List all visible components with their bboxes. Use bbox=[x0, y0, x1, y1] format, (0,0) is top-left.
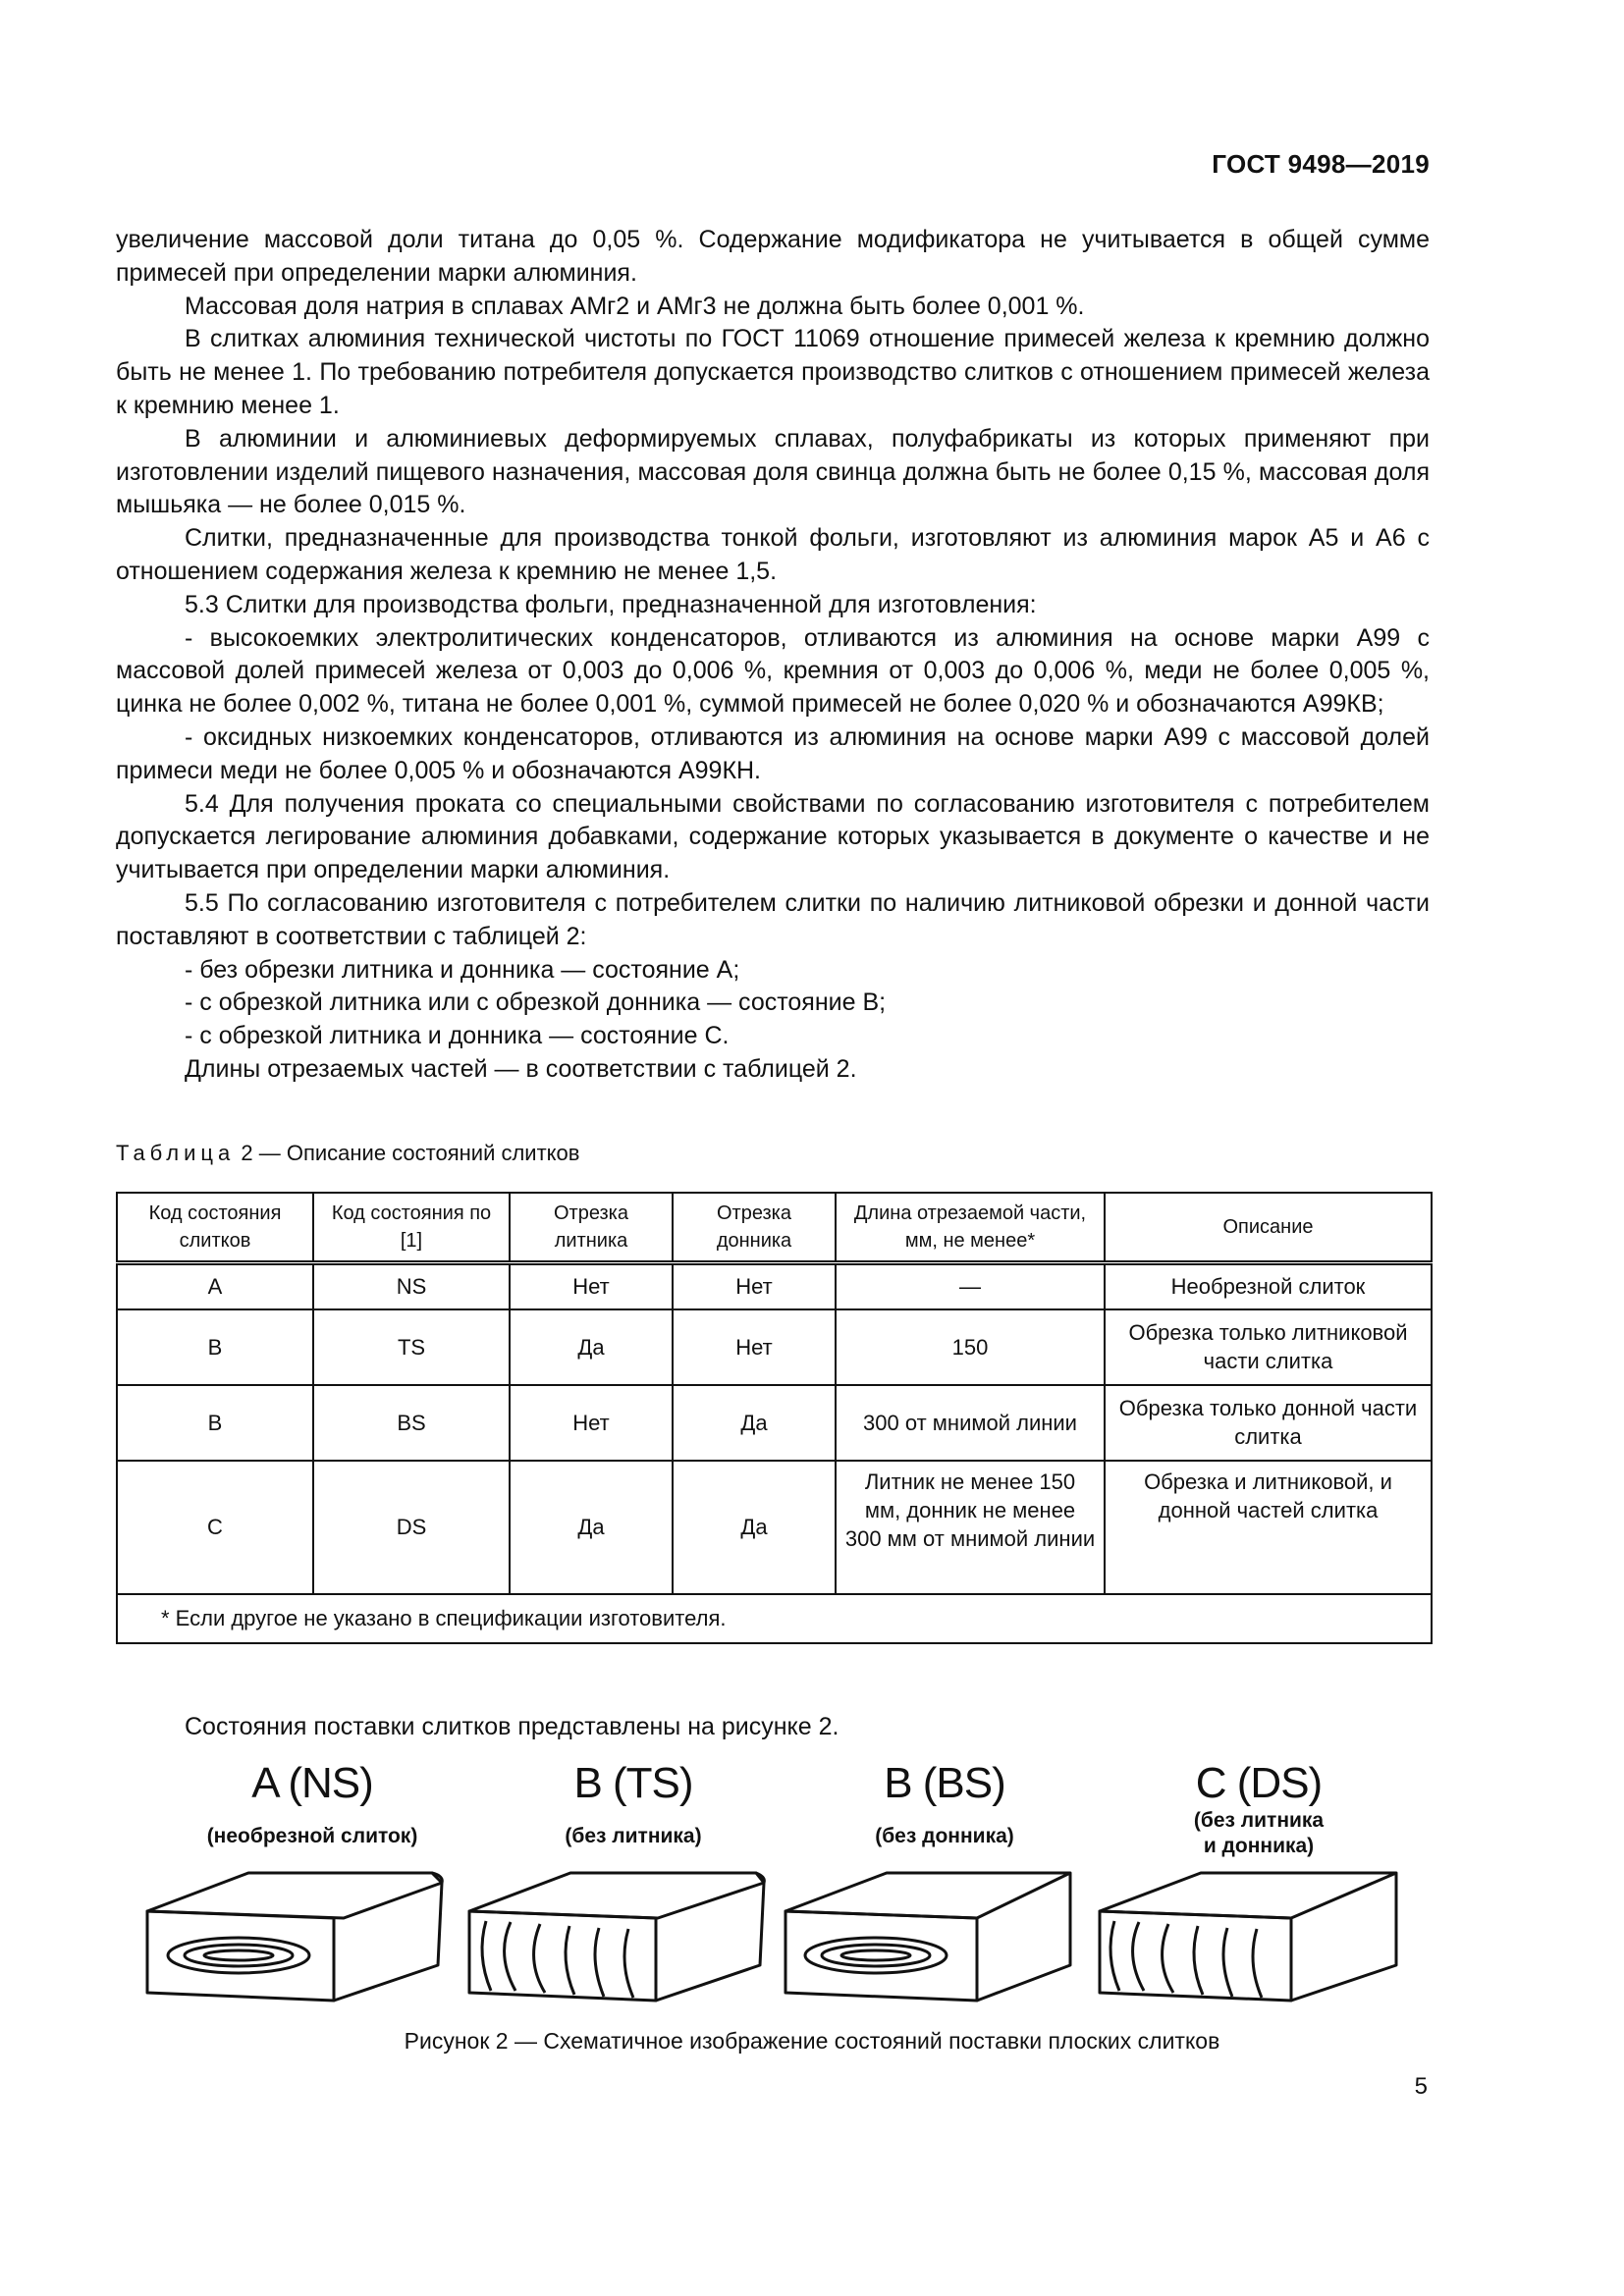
body-paragraph: Длины отрезаемых частей — в соответствии с таблицей 2. bbox=[185, 1054, 857, 1083]
ingot-b-bs-drawing bbox=[785, 1873, 1070, 2001]
body-paragraph: Слитки, предназначенные для производства тонкой фольги, изготовляют из алюминия марок А5 и А6 с отношением содержания железа к кремнию не менее 1,5. bbox=[116, 524, 1430, 585]
table-cell: NS bbox=[313, 1263, 510, 1309]
table-caption-word: Таблица bbox=[116, 1141, 236, 1165]
document-header: ГОСТ 9498—2019 bbox=[1212, 149, 1430, 179]
table-row bbox=[117, 1263, 1432, 1309]
table-cell: 300 от мнимой линии bbox=[836, 1385, 1105, 1461]
table-cell: В bbox=[117, 1385, 313, 1461]
ingot-c-drawing bbox=[1100, 1873, 1396, 2001]
body-paragraph: 5.5 По согласованию изготовителя с потребителем слитки по наличию литниковой обрезки и донной части поставляют в соответствии с таблицей 2: bbox=[116, 888, 1430, 950]
table-cell: 150 bbox=[836, 1309, 1105, 1385]
figure-subtitle: (без литника и донника) bbox=[1193, 1809, 1325, 1857]
table-cell: DS bbox=[313, 1461, 510, 1594]
table-ingot-states bbox=[116, 1192, 1433, 1644]
body-paragraph: увеличение массовой доли титана до 0,05 %. Содержание модификатора не учитывается в общей сумме примесей при определении марки алюминия. bbox=[116, 226, 1430, 287]
figure-code: B (BS) bbox=[884, 1759, 1005, 1807]
table-row bbox=[117, 1309, 1432, 1385]
table-footnote: * Если другое не указано в спецификации изготовителя. bbox=[117, 1594, 1432, 1643]
table-header-row bbox=[117, 1193, 1432, 1263]
figure-code: C (DS) bbox=[1195, 1759, 1323, 1807]
table-cell: В bbox=[117, 1309, 313, 1385]
header-cell: Описание bbox=[1105, 1193, 1432, 1263]
body-text bbox=[116, 224, 1430, 1087]
table-caption bbox=[116, 1141, 579, 1166]
table-cell: А bbox=[117, 1263, 313, 1309]
table-cell: Обрезка только литниковой части слитка bbox=[1105, 1309, 1432, 1385]
table-caption-title: 2 — Описание состояний слитков bbox=[235, 1141, 580, 1165]
figure-code: A (NS) bbox=[251, 1759, 373, 1807]
table-cell: Обрезка и литниковой, и донной частей слитка bbox=[1105, 1461, 1432, 1594]
body-paragraph: - высокоемких электролитических конденсаторов, отливаются из алюминия на основе марки А99 с массовой долей примесей железа от 0,003 до 0,006 %, кремния от 0,003 до 0,006 %, меди не более 0,005 %, цинка не более 0,002 %, титана не более 0,001 %, суммой примесей не более 0,020 % и обозначаются А99КВ; bbox=[116, 623, 1430, 719]
table-cell: Нет bbox=[673, 1263, 836, 1309]
table-cell: BS bbox=[313, 1385, 510, 1461]
table-cell: Да bbox=[673, 1385, 836, 1461]
header-cell: Код состояния по [1] bbox=[313, 1193, 510, 1263]
body-paragraph: Массовая доля натрия в сплавах АМг2 и АМг3 не должна быть более 0,001 %. bbox=[185, 292, 1085, 320]
figure-ingot-states bbox=[137, 1759, 1414, 2004]
header-cell: Длина отрезаемой части, мм, не менее* bbox=[836, 1193, 1105, 1263]
table-cell: Да bbox=[673, 1461, 836, 1594]
header-cell: Код состояния слитков bbox=[117, 1193, 313, 1263]
table-cell: — bbox=[836, 1263, 1105, 1309]
table-row bbox=[117, 1385, 1432, 1461]
table-footnote-row bbox=[117, 1594, 1432, 1643]
table-cell: Необрезной слиток bbox=[1105, 1263, 1432, 1309]
figure-caption: Рисунок 2 — Схематичное изображение состояний поставки плоских слитков bbox=[404, 2028, 1220, 2054]
table-cell: Да bbox=[510, 1309, 673, 1385]
page-number: 5 bbox=[1414, 2073, 1428, 2100]
table-row bbox=[117, 1461, 1432, 1594]
body-paragraph: - оксидных низкоемких конденсаторов, отливаются из алюминия на основе марки А99 с массовой долей примеси меди не более 0,005 % и обозначаются А99КН. bbox=[116, 722, 1430, 784]
figure-drawing bbox=[137, 1759, 1414, 2004]
figure-subtitle: (необрезной слиток) bbox=[206, 1825, 418, 1847]
header-cell: Отрезка донника bbox=[673, 1193, 836, 1263]
body-paragraph: В слитках алюминия технической чистоты по ГОСТ 11069 отношение примесей железа к кремнию должно быть не менее 1. По требованию потребителя допускается производство слитков с отношением примесей железа к кремнию менее 1. bbox=[116, 325, 1430, 419]
body-paragraph: 5.4 Для получения проката со специальными свойствами по согласованию изготовителя с потребителем допускается легирование алюминия добавками, содержание которых указывается в документе о качестве и не учитывается при определении марки алюминия. bbox=[116, 789, 1430, 884]
header-cell: Отрезка литника bbox=[510, 1193, 673, 1263]
body-paragraph: - с обрезкой литника или с обрезкой донника — состояние В; bbox=[185, 988, 887, 1017]
table-cell: TS bbox=[313, 1309, 510, 1385]
body-paragraph: - без обрезки литника и донника — состояние А; bbox=[185, 955, 740, 984]
table-cell: Литник не менее 150 мм, донник не менее 300 мм от мнимой линии bbox=[836, 1461, 1105, 1594]
table-cell: Нет bbox=[510, 1263, 673, 1309]
figure-intro: Состояния поставки слитков представлены на рисунке 2. bbox=[185, 1713, 839, 1740]
body-paragraph: В алюминии и алюминиевых деформируемых сплавах, полуфабрикаты из которых применяют при изготовлении изделий пищевого назначения, массовая доля свинца должна быть не более 0,15 %, массовая доля мышьяка — не более 0,015 %. bbox=[116, 424, 1430, 519]
ingot-a-drawing bbox=[147, 1873, 442, 2001]
figure-code: B (TS) bbox=[573, 1759, 693, 1807]
table-cell: Нет bbox=[673, 1309, 836, 1385]
table-cell: С bbox=[117, 1461, 313, 1594]
body-paragraph: 5.3 Слитки для производства фольги, предназначенной для изготовления: bbox=[185, 590, 1037, 618]
figure-subtitle: (без донника) bbox=[875, 1825, 1014, 1847]
figure-subtitle: (без литника) bbox=[565, 1825, 702, 1847]
ingot-b-ts-drawing bbox=[469, 1873, 764, 2001]
table-cell: Обрезка только донной части слитка bbox=[1105, 1385, 1432, 1461]
table-cell: Нет bbox=[510, 1385, 673, 1461]
table-cell: Да bbox=[510, 1461, 673, 1594]
body-paragraph: - с обрезкой литника и донника — состояние С. bbox=[185, 1022, 730, 1050]
